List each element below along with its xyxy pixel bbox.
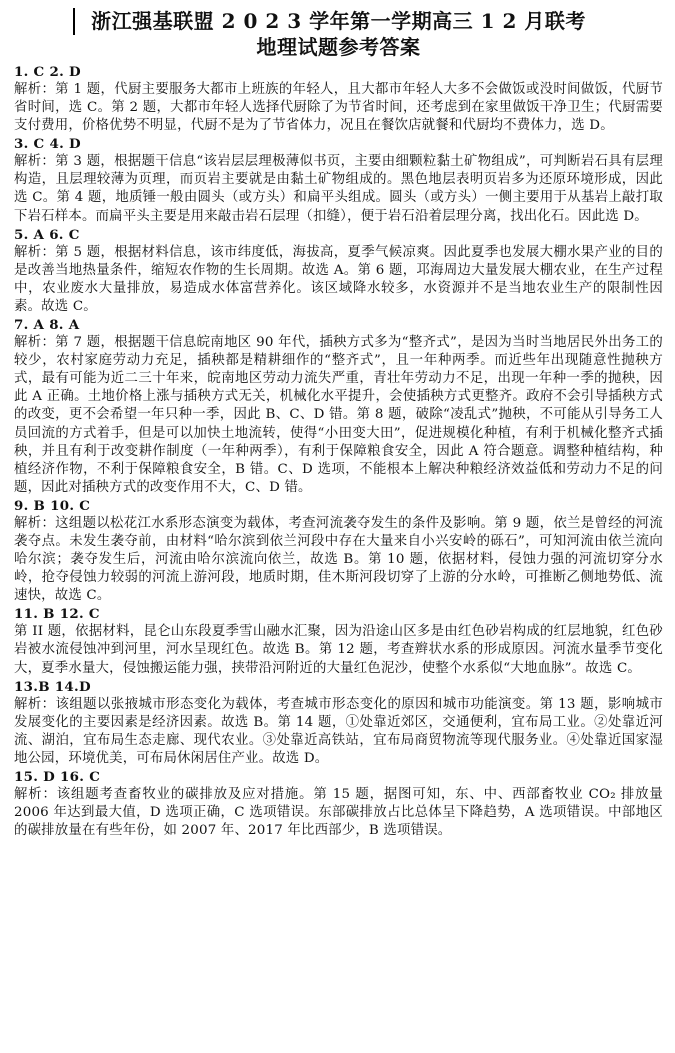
answer-key: 11. B 12. C <box>14 606 100 623</box>
answer-section-5 <box>14 497 663 605</box>
explanation-text: 解析：该组题考查畜牧业的碳排放及应对措施。第 15 题，据图可知，东、中、西部畜牧业 CO₂ 排放量 2006 年达到最大值，D 选项正确，C 选项错误。东部碳排放占比总体呈下降趋势，A 选项错误。中部地区的碳排放量在有些年份，如 2007 年、2017 年比西部少，B 选项错误。 <box>14 787 663 839</box>
explanation-text: 解析：第 7 题，根据题干信息皖南地区 90 年代，插秧方式多为“整齐式”，是因为当时当地居民外出务工的较少，农村家庭劳动力充足，插秧都是精耕细作的“整齐式”，且一年种两季。而近些年出现随意性抛秧方式，最有可能为近二三十年来，皖南地区劳动力流失严重，青壮年劳动力不足，出现一年种一季的抛秧，因此 A 正确。土地价格上涨与插秧方式无关，机械化水平提升，会使插秧方式更整齐。政府不会引导插秧方式的改变，更不会希望一年只种一季，因此 B、C、D 错。第 8 题，破除“凌乱式”抛秧，不可能从引导务工人员回流的方式着手，但是可以加快土地流转，使得“小田变大田”，促进规模化种植，有利于机械化整齐式插秧，并且有利于改变耕作制度（一年种两季），有利于保障粮食安全，因此 A 符合题意。调整种植结构，种植经济作物，不利于保障粮食安全，B 错。C、D 选项，不能根本上解决种粮经济效益低和劳动力不足的问题，因此对插秧方式的改变作用不大，C、D 错。 <box>14 335 663 495</box>
answer-key: 13.B 14.D <box>14 678 91 695</box>
answer-section-7 <box>14 678 663 768</box>
explanation-text: 解析：第 3 题，根据题干信息“该岩层层理极薄似书页，主要由细颗粒黏土矿物组成”，可判断岩石具有层理构造，且层理较薄为页理，而页岩主要就是由黏土矿物组成的。黑色地层表明页岩多为还原环境形成，因此选 C。第 4 题，地质锤一般由圆头（或方头）和扁平头组成。圆头（或方头）一侧主要用于从基岩上敲打取下岩石样本。而扁平头主要是用来敲击岩石层理（扣缝），便于岩石沿着层理分离，找出化石。因此选 D。 <box>14 154 663 224</box>
document-title: 浙江强基联盟 2 0 2 3 学年第一学期高三 1 2 月联考 <box>91 9 586 33</box>
answer-section-8 <box>14 768 663 840</box>
explanation-text: 解析：这组题以松花江水系形态演变为载体，考查河流袭夺发生的条件及影响。第 9 题，依兰是曾经的河流袭夺点。未发生袭夺前，由材料“哈尔滨到依兰河段中存在大量来自小兴安岭的砾石”，可知河流由依兰流向哈尔滨；袭夺发生后，河流由哈尔滨流向依兰，故选 B。第 10 题，依据材料，侵蚀力强的河流切穿分水岭，抢夺侵蚀力较弱的河流上游河段，地质时期，佳木斯河段切穿了上游的分水岭，可推断乙侧地势低、流速快，故选 C。 <box>14 515 663 604</box>
answer-section-3 <box>14 226 663 316</box>
answer-key: 5. A 6. C <box>14 226 80 243</box>
answer-section-1 <box>14 63 663 135</box>
answer-key: 1. C 2. D <box>14 64 81 80</box>
answer-key: 3. C 4. D <box>14 136 81 153</box>
explanation-text: 第 II 题，依据材料，昆仑山东段夏季雪山融水汇聚，因为沿途山区多是由红色砂岩构成的红层地貌，红色砂岩被水流侵蚀冲到河里，河水呈现红色。故选 B。第 12 题，考查辫状水系的形成原因。河流水量季节变化大，夏季水量大，侵蚀搬运能力强，挟带沿河附近的大量红色泥沙，使整个水系似“大地血脉”。故选 C。 <box>14 624 663 676</box>
document-subtitle: 地理试题参考答案 <box>256 35 421 59</box>
explanation-text: 解析：该组题以张掖城市形态变化为载体，考查城市形态变化的原因和城市功能演变。第 13 题，影响城市发展变化的主要因素是经济因素。故选 B。第 14 题，①处靠近郊区，交通便利，宜布局工业。②处靠近河流、湖泊，宜布局生态走廊、现代农业。③处靠近高铁站，宜布局商贸物流等现代服务业。④处靠近国家湿地公园，环境优美，可布局休闲居住产业。故选 D。 <box>14 696 663 766</box>
answer-key: 7. A 8. A <box>14 317 80 334</box>
explanation-text: 解析：第 5 题，根据材料信息，该市纬度低，海拔高，夏季气候凉爽。因此夏季也发展大棚水果产业的目的是改善当地热量条件，缩短农作物的生长周期。故选 A。第 6 题，邛海周边大量发展大棚农业，在生产过程中，农业废水大量排放，易造成水体富营养化。该区域降水较多，水资源并不是当地农业生产的限制性因素。故选 C。 <box>14 244 663 314</box>
answer-section-4 <box>14 316 663 497</box>
answer-key: 15. D 16. C <box>14 769 101 785</box>
answer-section-6 <box>14 605 663 677</box>
text-cursor <box>73 8 75 35</box>
answer-section-2 <box>14 135 663 225</box>
explanation-text: 解析：第 1 题，代厨主要服务大都市上班族的年轻人，且大都市年轻人大多不会做饭或没时间做饭，代厨节省时间，选 C。第 2 题，大都市年轻人选择代厨除了为节省时间，还考虑到在家里做饭干净卫生；代厨需要支付费用，价格优势不明显，代厨不是为了节省体力，况且在餐饮店就餐和代厨均不费体力，选 D。 <box>14 82 663 134</box>
answer-key: 9. B 10. C <box>14 497 91 514</box>
